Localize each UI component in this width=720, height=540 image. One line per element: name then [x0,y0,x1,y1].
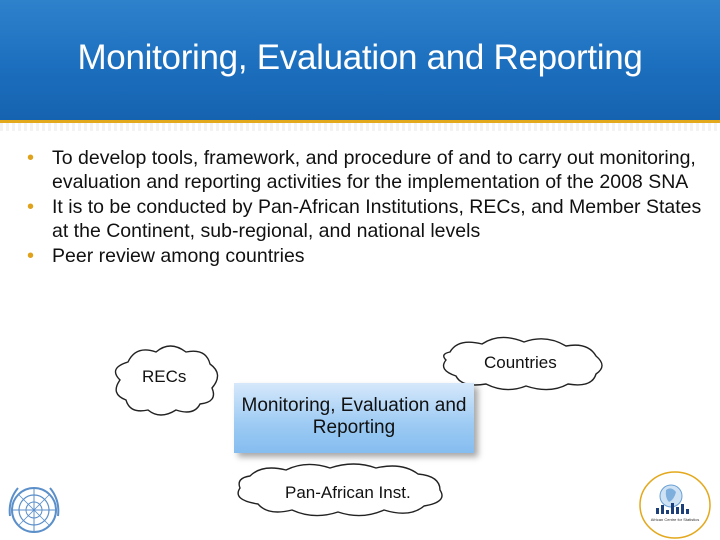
bullet-text: Peer review among countries [52,245,305,267]
bullet-dot-icon: • [27,245,35,267]
logo-caption: African Centre for Statistics [650,517,700,522]
un-emblem-icon [2,476,66,540]
bullet-text: To develop tools, framework, and procedure of and to carry out monitoring, evaluation and reporting activities for the implementation of the 2008 SNA [52,147,696,193]
bullet-text: It is to be conducted by Pan-African Institutions, RECs, and Member States at the Continent, sub-regional, and national levels [52,196,702,242]
bullet-dot-icon: • [27,196,35,218]
bullet-dot-icon: • [27,147,35,169]
center-process-box [234,383,474,453]
african-centre-for-statistics-logo [638,470,712,540]
slide-title: Monitoring, Evaluation and Reporting [77,38,643,77]
countries-label: Countries [484,353,557,372]
recs-label: RECs [142,367,187,386]
pan-african-label: Pan-African Inst. [285,483,411,502]
center-process-label: Monitoring, Evaluation and Reporting [241,395,467,438]
